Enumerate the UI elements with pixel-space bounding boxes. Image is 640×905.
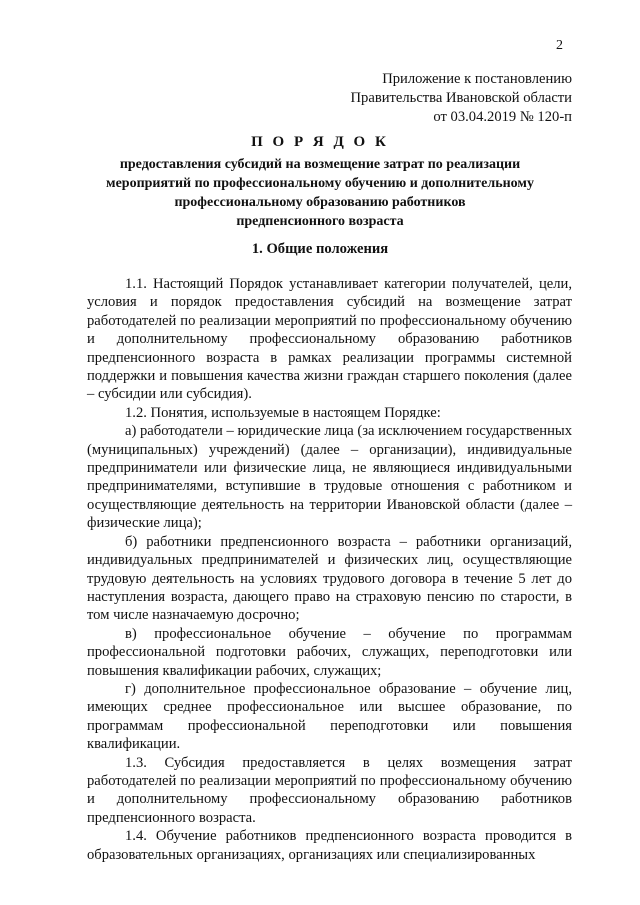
paragraph-item-b: б) работники предпенсионного возраста – работники организаций, индивидуальных предпринимателей и физических лиц, осуществляющие трудовую деятельность на условиях трудового договора в течение 5 лет до наступления возраста, дающего право на страховую пенсию по старости, в том числе назначаемую досрочно; [87,533,572,624]
paragraph-1-1: 1.1. Настоящий Порядок устанавливает категории получателей, цели, условия и порядок предоставления субсидий на возмещение затрат работодателей по реализации мероприятий по профессиональному обучению и дополнительному профессиональному образованию работников предпенсионного возраста в рамках реализации программы системной поддержки и повышения качества жизни граждан старшего поколения (далее – субсидии или субсидия). [87,276,572,403]
appendix-line-2: Правительства Ивановской области [350,90,572,106]
subtitle-line-3: профессиональному образованию работников [174,195,466,210]
document-body [87,275,572,864]
appendix-header [351,70,572,127]
appendix-line-1: Приложение к постановлению [382,71,572,87]
paragraph-1-2: 1.2. Понятия, используемые в настоящем Порядке: [125,404,441,421]
subtitle-line-1: предоставления субсидий на возмещение затрат по реализации [119,157,521,172]
paragraph-1-3: 1.3. Субсидия предоставляется в целях возмещения затрат работодателей по реализации мероприятий по профессиональному обучению и дополнительному профессиональному образованию работников предпенсионного возраста. [87,754,572,826]
subtitle-line-4: предпенсионного возраста [236,214,404,229]
document-subtitle [0,155,640,231]
appendix-line-3: от 03.04.2019 № 120-п [433,109,572,125]
subtitle-line-2: мероприятий по профессиональному обучению и дополнительному [106,176,534,191]
paragraph-item-g: г) дополнительное профессиональное образование – обучение лиц, имеющих среднее профессиональное или высшее образование, по программам профессиональной переподготовки или повышения квалификации. [87,680,572,753]
paragraph-1-4: 1.4. Обучение работников предпенсионного возраста проводится в образовательных организациях, организациях или специализированных [87,828,572,863]
paragraph-item-v: в) профессиональное обучение – обучение по программам профессиональной подготовки рабочих, служащих, переподготовки или повышения квалификации рабочих, служащих; [87,625,572,679]
section-heading: 1. Общие положения [251,241,389,257]
paragraph-item-a: а) работодатели – юридические лица (за исключением государственных (муниципальных) учреждений) (далее – организации), индивидуальные предприниматели или физические лица, не являющиеся индивидуальными предпринимателями, вступившие в трудовые отношения с работником и осуществляющие деятельность на территории Ивановской области (далее – физические лица); [87,423,572,532]
page-number: 2 [556,38,563,53]
document-title: П О Р Я Д О К [251,134,389,150]
